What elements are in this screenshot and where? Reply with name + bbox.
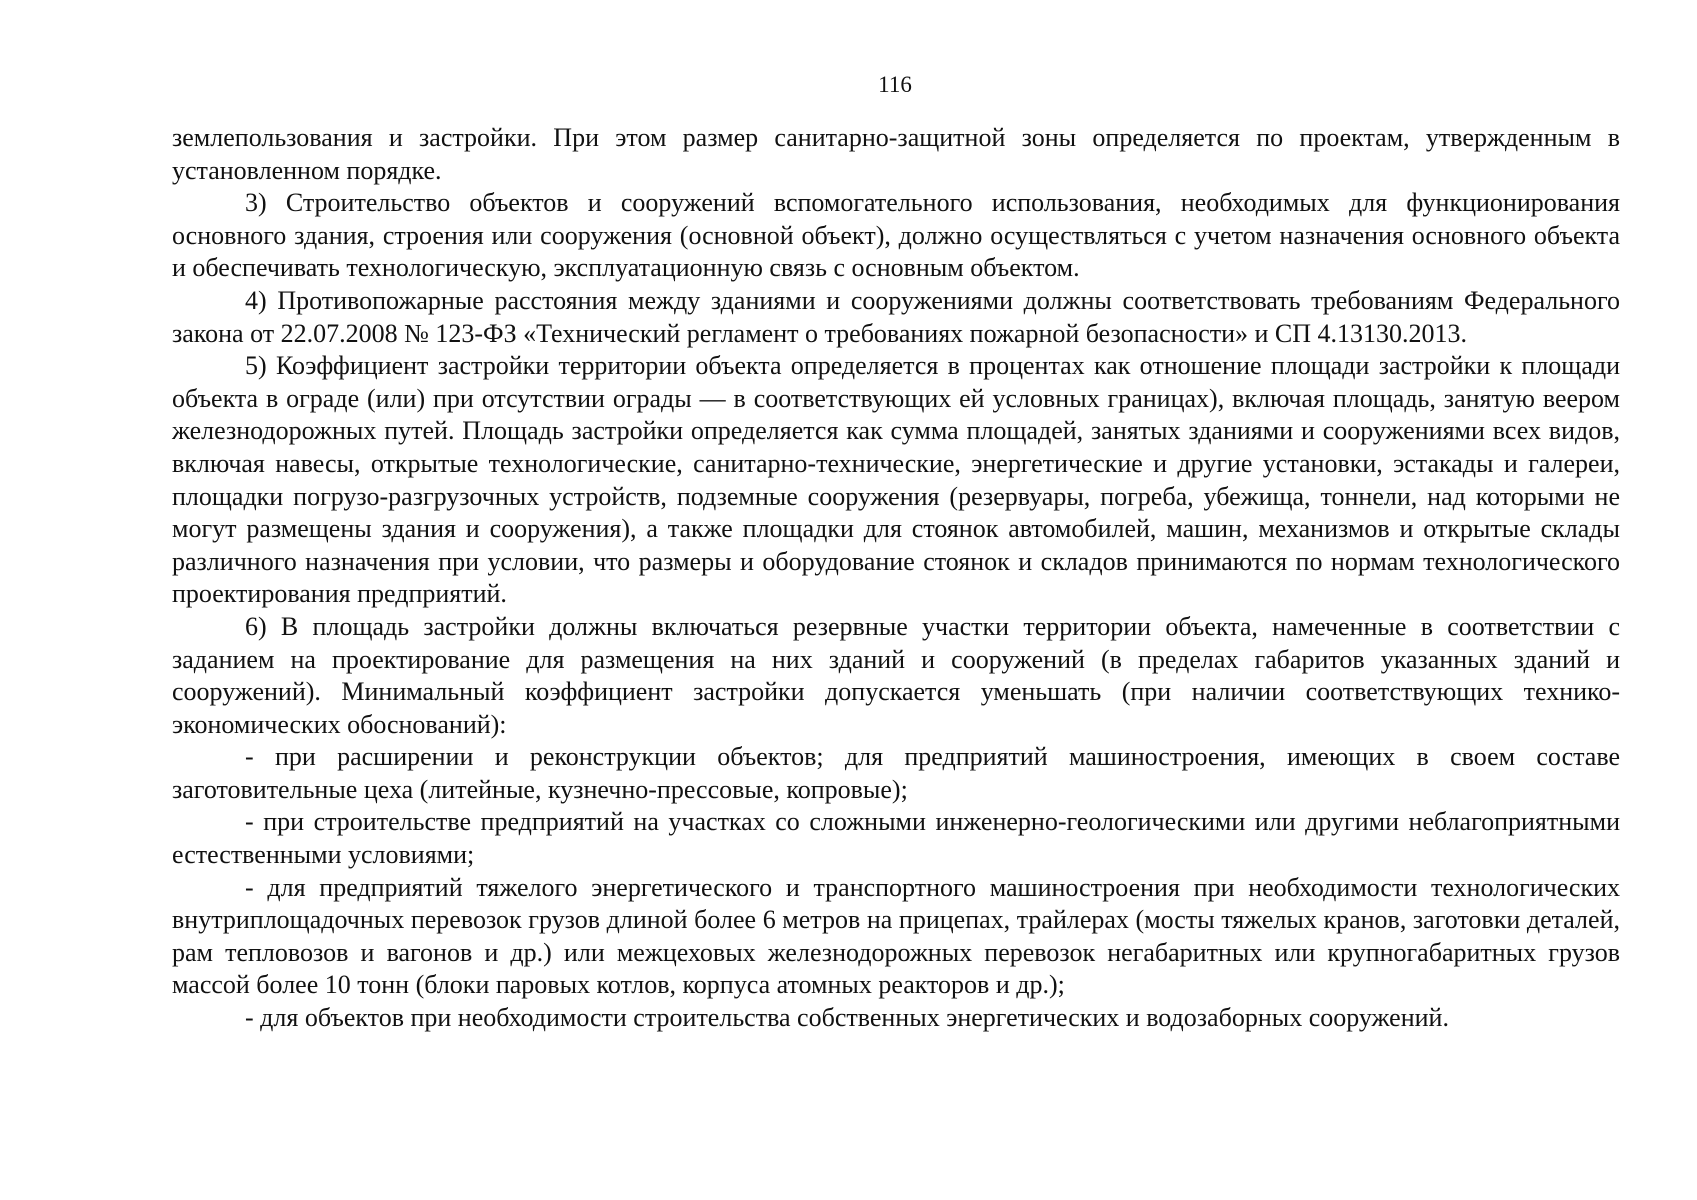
document-body — [172, 122, 1620, 1035]
bullet-item-reconstruction: - при расширении и реконструкции объектов; для предприятий машиностроения, имеющих в своем составе заготовительные цеха (литейные, кузнечно-прессовые, копровые); — [172, 742, 1620, 804]
paragraph-item-4: 4) Противопожарные расстояния между зданиями и сооружениями должны соответствовать требованиям Федерального закона от 22.07.2008 № 123-ФЗ «Технический регламент о требованиях пожарной безопасности» и СП 4.13130.2013. — [172, 285, 1620, 348]
page-number: 116 — [878, 72, 912, 97]
paragraph-continuation: землепользования и застройки. При этом размер санитарно-защитной зоны определяется по проектам, утвержденным в установленном порядке. — [172, 123, 1620, 185]
paragraph-item-3: 3) Строительство объектов и сооружений вспомогательного использования, необходимых для функционирования основного здания, строения или сооружения (основной объект), должно осуществляться с учетом назначения основного объекта и обеспечивать технологическую, эксплуатационную связь с основным объектом. — [172, 188, 1620, 283]
paragraph-item-5: 5) Коэффициент застройки территории объекта определяется в процентах как отношение площади застройки к площади объекта в ограде (или) при отсутствии ограды — в соответствующих ей условных границах), включая площадь, занятую веером железнодорожных путей. Площадь застройки определяется как сумма площадей, занятых зданиями и сооружениями всех видов, включая навесы, открытые технологические, санитарно-технические, энергетические и другие установки, эстакады и галереи, площадки погрузо-разгрузочных устройств, подземные сооружения (резервуары, погреба, убежища, тоннели, над которыми не могут размещены здания и сооружения), а также площадки для стоянок автомобилей, машин, механизмов и открытые склады различного назначения при условии, что размеры и оборудование стоянок и складов принимаются по нормам технологического проектирования предприятий. — [172, 351, 1620, 609]
bullet-item-difficult-conditions: - при строительстве предприятий на участках со сложными инженерно-геологическими или другими неблагоприятными естественными условиями; — [172, 807, 1620, 870]
paragraph-item-6: 6) В площадь застройки должны включаться резервные участки территории объекта, намеченные в соответствии с заданием на проектирование для размещения на них зданий и сооружений (в пределах габаритов указанных зданий и сооружений). Минимальный коэффициент застройки допускается уменьшать (при наличии соответствующих технико-экономических обоснований): — [172, 611, 1620, 739]
bullet-item-heavy-machinery: - для предприятий тяжелого энергетического и транспортного машиностроения при необходимости технологических внутриплощадочных перевозок грузов длиной более 6 метров на прицепах, трайлерах (мосты тяжелых кранов, заготовки деталей, рам тепловозов и вагонов и др.) или межцеховых железнодорожных перевозок негабаритных или крупногабаритных грузов массой более 10 тонн (блоки паровых котлов, корпуса атомных реакторов и др.); — [172, 872, 1620, 1000]
bullet-item-own-facilities: - для объектов при необходимости строительства собственных энергетических и водозаборных сооружений. — [245, 1003, 1449, 1033]
